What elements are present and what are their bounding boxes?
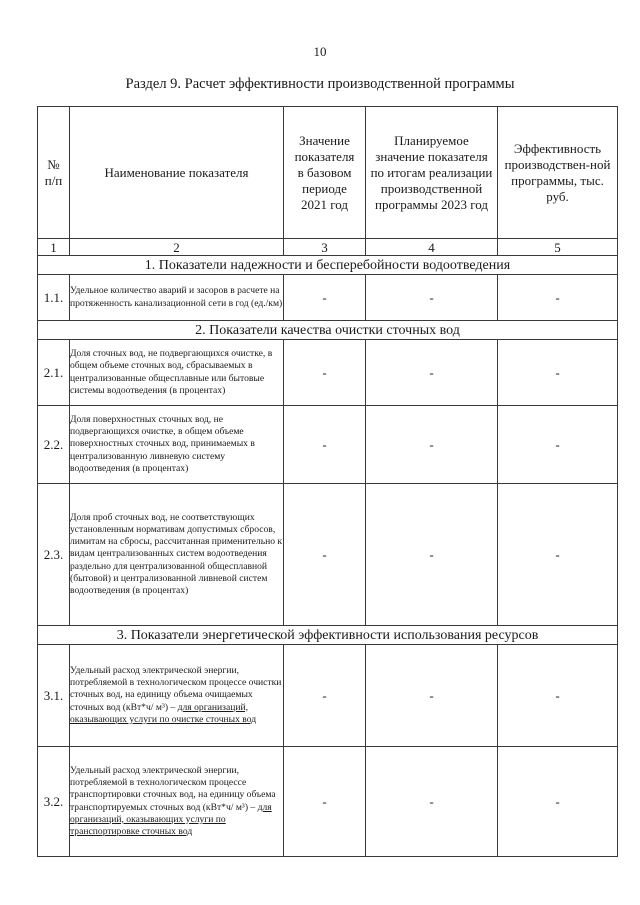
header-col-eff: Эффективность производствен-ной программы, тыс. руб. — [498, 107, 618, 239]
indicator-name-underlined: для организаций, оказывающих услуги по очистке сточных вод — [70, 701, 257, 725]
efficiency-value: - — [498, 340, 618, 406]
plan-value: - — [366, 484, 498, 626]
column-numbers-row — [38, 239, 618, 256]
table-row — [38, 747, 618, 857]
header-col-plan: Планируемое значение показателя по итогам реализации производственной программы 2023 год — [366, 107, 498, 239]
base-value: - — [284, 406, 366, 484]
base-value: - — [284, 645, 366, 747]
header-col-num: № п/п — [38, 107, 70, 239]
row-number: 3.1. — [38, 645, 70, 747]
row-number: 3.2. — [38, 747, 70, 857]
table-row — [38, 406, 618, 484]
efficiency-value: - — [498, 645, 618, 747]
efficiency-value: - — [498, 747, 618, 857]
indicator-name: Удельный расход электрической энергии, потребляемой в технологическом процессе транспортировки сточных вод, на единицу объема транспортируемых сточных вод (кВт*ч/ м³) – для организаций, оказывающих услуги по транспортировке сточных вод — [70, 747, 284, 857]
plan-value: - — [366, 340, 498, 406]
table-row — [38, 484, 618, 626]
column-number: 1 — [38, 239, 70, 256]
column-number: 4 — [366, 239, 498, 256]
group-title: 3. Показатели энергетической эффективности использования ресурсов — [38, 626, 618, 645]
table-row — [38, 340, 618, 406]
column-number: 3 — [284, 239, 366, 256]
indicator-name: Доля сточных вод, не подвергающихся очистке, в общем объеме сточных вод, сбрасываемых в централизованные общесплавные или бытовые системы водоотведения (в процентах) — [70, 340, 284, 406]
indicator-name: Удельное количество аварий и засоров в расчете на протяженность канализационной сети в год (ед./км) — [70, 275, 284, 321]
efficiency-value: - — [498, 275, 618, 321]
header-col-name: Наименование показателя — [70, 107, 284, 239]
plan-value: - — [366, 406, 498, 484]
group-row — [38, 256, 618, 275]
plan-value: - — [366, 275, 498, 321]
table-row — [38, 645, 618, 747]
base-value: - — [284, 275, 366, 321]
indicator-name: Доля проб сточных вод, не соответствующих установленным нормативам допустимых сбросов, лимитам на сбросы, рассчитанная применительно к видам централизованных систем водоотведения раздельно для централизованной общесплавной (бытовой) и централизованной ливневой систем водоотведения (в процентах) — [70, 484, 284, 626]
row-number: 2.1. — [38, 340, 70, 406]
group-title: 1. Показатели надежности и бесперебойности водоотведения — [38, 256, 618, 275]
group-row — [38, 321, 618, 340]
group-title: 2. Показатели качества очистки сточных вод — [38, 321, 618, 340]
indicator-name: Удельный расход электрической энергии, потребляемой в технологическом процессе очистки сточных вод, на единицу объема очищаемых сточных вод (кВт*ч/ м³) – для организаций, оказывающих услуги по очистке сточных вод — [70, 645, 284, 747]
base-value: - — [284, 484, 366, 626]
efficiency-table — [37, 106, 618, 857]
efficiency-value: - — [498, 406, 618, 484]
header-col-base: Значение показателя в базовом периоде 2021 год — [284, 107, 366, 239]
table-header-row — [38, 107, 618, 239]
base-value: - — [284, 747, 366, 857]
section-title: Раздел 9. Расчет эффективности производственной программы — [125, 76, 515, 92]
row-number: 2.2. — [38, 406, 70, 484]
efficiency-value: - — [498, 484, 618, 626]
indicator-name-underlined: для организаций, оказывающих услуги по транспортировке сточных вод — [70, 801, 272, 837]
group-row — [38, 626, 618, 645]
indicator-name: Доля поверхностных сточных вод, не подвергающихся очистке, в общем объеме поверхностных сточных вод, принимаемых в централизованную ливневую систему водоотведения (в процентах) — [70, 406, 284, 484]
column-number: 2 — [70, 239, 284, 256]
page-number: 10 — [313, 44, 327, 59]
plan-value: - — [366, 747, 498, 857]
row-number: 2.3. — [38, 484, 70, 626]
column-number: 5 — [498, 239, 618, 256]
table-row — [38, 275, 618, 321]
base-value: - — [284, 340, 366, 406]
row-number: 1.1. — [38, 275, 70, 321]
plan-value: - — [366, 645, 498, 747]
